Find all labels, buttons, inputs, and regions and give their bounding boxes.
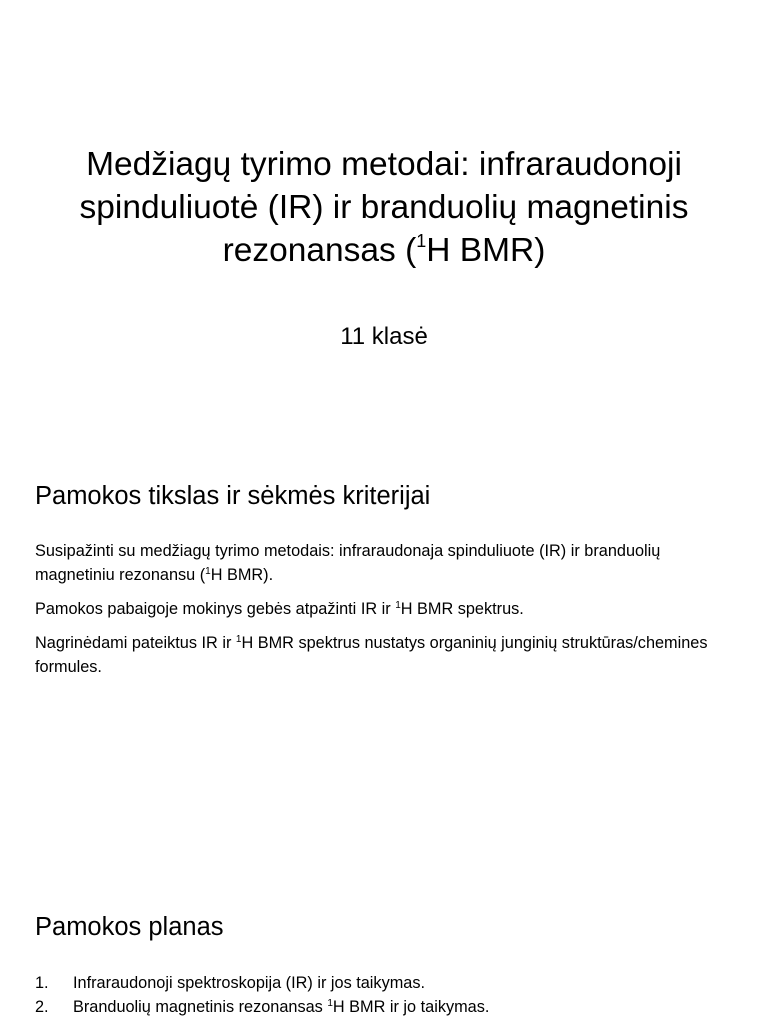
title-superscript: 1	[416, 231, 427, 251]
goals-slide	[0, 430, 768, 860]
goal-1-sup: 1	[205, 566, 211, 577]
goals-body	[35, 539, 728, 689]
goal-paragraph-3	[35, 631, 728, 679]
goal-1-text: Susipažinti su medžiagų tyrimo metodais: infraraudonaja spinduliuote (IR) ir branduolių magnetiniu rezonansu (	[35, 542, 661, 584]
list-item-number: 1.	[35, 974, 49, 992]
title-text-end: H BMR)	[426, 232, 546, 269]
list-item-sup: 1	[327, 998, 333, 1009]
list-item-number: 2.	[35, 998, 49, 1016]
list-item-text-part: Branduolių magnetinis rezonansas	[73, 998, 328, 1016]
list-item	[35, 971, 728, 995]
goal-2-text-end: H BMR spektrus.	[400, 600, 524, 618]
goal-1-text-end: H BMR).	[210, 566, 274, 584]
title-slide	[0, 0, 768, 430]
presentation-title	[20, 143, 748, 272]
goal-3-text-end: H BMR spektrus nustatys organinių junginių struktūras/chemines formules.	[35, 634, 708, 676]
plan-slide	[0, 860, 768, 1024]
goal-3-text: Nagrinėdami pateiktus IR ir	[35, 634, 236, 652]
goal-2-sup: 1	[395, 600, 401, 611]
goals-heading: Pamokos tikslas ir sėkmės kriterijai	[35, 482, 431, 510]
goal-paragraph-2	[35, 597, 728, 621]
list-item-text-end: H BMR ir jo taikymas.	[332, 998, 490, 1016]
goal-paragraph-1	[35, 539, 728, 587]
list-item-text	[73, 995, 489, 1019]
plan-list	[35, 971, 728, 1019]
list-item	[35, 995, 728, 1019]
list-item-text-part: Infraraudonoji spektroskopija (IR) ir jos taikymas.	[73, 974, 425, 992]
goal-2-text: Pamokos pabaigoje mokinys gebės atpažinti IR ir	[35, 600, 396, 618]
title-text: Medžiagų tyrimo metodai: infraraudonoji spinduliuotė (IR) ir branduolių magnetinis rezonansas (	[79, 146, 689, 269]
grade-subtitle: 11 klasė	[340, 323, 428, 350]
goal-3-sup: 1	[235, 634, 242, 645]
list-item-text	[73, 971, 425, 995]
plan-heading: Pamokos planas	[35, 913, 224, 941]
